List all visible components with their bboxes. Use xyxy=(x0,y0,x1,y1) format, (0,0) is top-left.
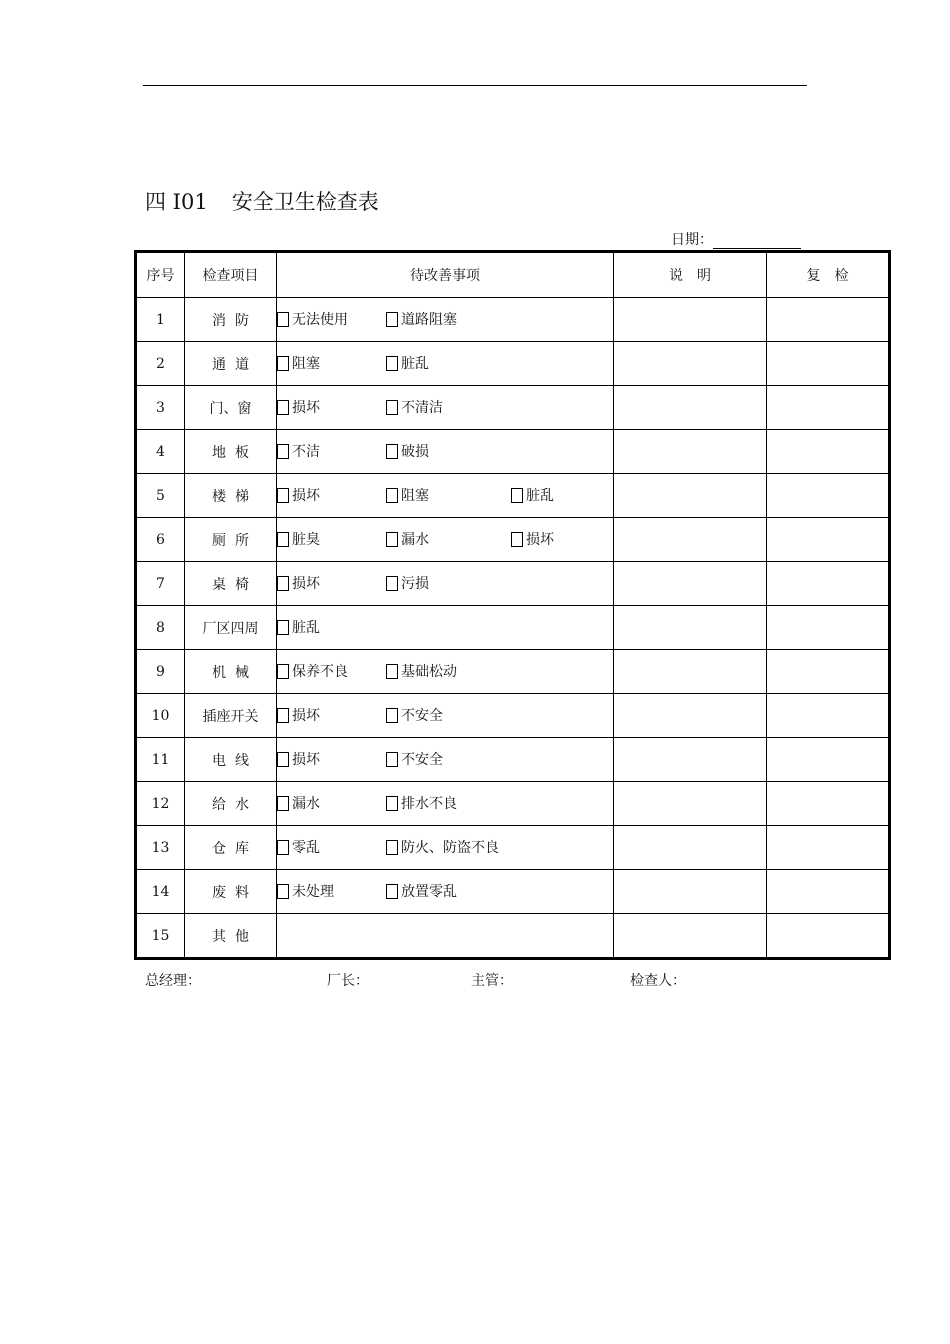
inspection-item: 通 道 xyxy=(185,342,277,386)
checkbox-icon[interactable] xyxy=(277,576,289,591)
recheck-cell[interactable] xyxy=(767,782,890,826)
table-row xyxy=(136,650,890,694)
inspection-item: 门、窗 xyxy=(185,386,277,430)
issue-checkbox-option[interactable] xyxy=(386,707,511,725)
checkbox-label: 损坏 xyxy=(292,707,320,724)
row-number: 12 xyxy=(136,782,185,826)
checkbox-label: 不安全 xyxy=(401,751,443,768)
issue-checkbox-option[interactable] xyxy=(386,883,511,901)
checkbox-icon[interactable] xyxy=(277,356,289,371)
notes-cell[interactable] xyxy=(614,342,767,386)
checkbox-icon[interactable] xyxy=(277,444,289,459)
checkbox-icon[interactable] xyxy=(386,752,398,767)
issue-checkbox-option[interactable] xyxy=(277,839,386,857)
checkbox-icon[interactable] xyxy=(511,532,523,547)
checkbox-label: 脏乱 xyxy=(292,619,320,636)
recheck-cell[interactable] xyxy=(767,342,890,386)
date-blank-line[interactable] xyxy=(713,234,801,249)
inspection-item: 废 料 xyxy=(185,870,277,914)
notes-cell[interactable] xyxy=(614,298,767,342)
table-row xyxy=(136,694,890,738)
checkbox-icon[interactable] xyxy=(277,708,289,723)
notes-cell[interactable] xyxy=(614,430,767,474)
checkbox-icon[interactable] xyxy=(386,444,398,459)
issue-checkbox-option[interactable] xyxy=(277,575,386,593)
checkbox-icon[interactable] xyxy=(277,840,289,855)
issue-checkbox-option[interactable] xyxy=(277,751,386,769)
row-number: 15 xyxy=(136,914,185,959)
checkbox-icon[interactable] xyxy=(277,532,289,547)
recheck-cell[interactable] xyxy=(767,474,890,518)
recheck-cell[interactable] xyxy=(767,298,890,342)
inspection-item: 地 板 xyxy=(185,430,277,474)
row-number: 9 xyxy=(136,650,185,694)
issue-options xyxy=(277,738,614,782)
issue-checkbox-option[interactable] xyxy=(386,531,511,549)
checkbox-label: 损坏 xyxy=(292,487,320,504)
table-row xyxy=(136,914,890,959)
issue-checkbox-option[interactable] xyxy=(386,443,511,461)
checkbox-label: 阻塞 xyxy=(401,487,429,504)
notes-cell[interactable] xyxy=(614,738,767,782)
row-number: 3 xyxy=(136,386,185,430)
recheck-cell[interactable] xyxy=(767,694,890,738)
inspection-item: 楼 梯 xyxy=(185,474,277,518)
issue-options xyxy=(277,518,614,562)
checkbox-label: 保养不良 xyxy=(292,663,348,680)
issue-options xyxy=(277,430,614,474)
checkbox-label: 未处理 xyxy=(292,883,334,900)
inspection-item: 给 水 xyxy=(185,782,277,826)
header-notes: 说 明 xyxy=(614,252,767,298)
checkbox-icon[interactable] xyxy=(386,664,398,679)
checkbox-label: 不洁 xyxy=(292,443,320,460)
checkbox-label: 不清洁 xyxy=(401,399,443,416)
issue-options xyxy=(277,914,614,959)
header-rule xyxy=(143,85,807,86)
table-row xyxy=(136,826,890,870)
inspection-item: 仓 库 xyxy=(185,826,277,870)
form-title-text: 安全卫生检查表 xyxy=(231,190,379,214)
recheck-cell[interactable] xyxy=(767,606,890,650)
issue-checkbox-option[interactable] xyxy=(386,355,511,373)
checkbox-icon[interactable] xyxy=(386,532,398,547)
row-number: 14 xyxy=(136,870,185,914)
checkbox-icon[interactable] xyxy=(277,620,289,635)
checkbox-icon[interactable] xyxy=(277,400,289,415)
notes-cell[interactable] xyxy=(614,562,767,606)
notes-cell[interactable] xyxy=(614,386,767,430)
header-issues: 待改善事项 xyxy=(277,252,614,298)
signature-general-manager: 总经理： xyxy=(145,973,201,989)
checkbox-label: 污损 xyxy=(401,575,429,592)
checkbox-label: 损坏 xyxy=(292,575,320,592)
issue-options xyxy=(277,562,614,606)
checkbox-label: 不安全 xyxy=(401,707,443,724)
issue-checkbox-option[interactable] xyxy=(277,707,386,725)
header-item: 检查项目 xyxy=(185,252,277,298)
inspection-item: 插座开关 xyxy=(185,694,277,738)
issue-checkbox-option[interactable] xyxy=(277,443,386,461)
inspection-item: 其 他 xyxy=(185,914,277,959)
issue-options xyxy=(277,694,614,738)
issue-options xyxy=(277,650,614,694)
notes-cell[interactable] xyxy=(614,650,767,694)
checkbox-label: 阻塞 xyxy=(292,355,320,372)
issue-options xyxy=(277,298,614,342)
table-row xyxy=(136,386,890,430)
issue-checkbox-option[interactable] xyxy=(386,663,511,681)
checkbox-icon[interactable] xyxy=(386,400,398,415)
inspection-item: 厕 所 xyxy=(185,518,277,562)
table-row xyxy=(136,298,890,342)
form-code: 四 I01 xyxy=(145,190,208,214)
checkbox-label: 脏乱 xyxy=(401,355,429,372)
inspection-item: 机 械 xyxy=(185,650,277,694)
checkbox-label: 损坏 xyxy=(292,751,320,768)
checkbox-label: 零乱 xyxy=(292,839,320,856)
checkbox-icon[interactable] xyxy=(386,356,398,371)
checkbox-label: 漏水 xyxy=(292,795,320,812)
form-title xyxy=(145,186,379,218)
issue-checkbox-option[interactable] xyxy=(277,355,386,373)
recheck-cell[interactable] xyxy=(767,870,890,914)
checkbox-icon[interactable] xyxy=(277,312,289,327)
checkbox-icon[interactable] xyxy=(277,752,289,767)
signature-inspector: 检查人： xyxy=(630,973,686,989)
recheck-cell[interactable] xyxy=(767,386,890,430)
issue-checkbox-option[interactable] xyxy=(277,399,386,417)
issue-checkbox-option[interactable] xyxy=(277,795,386,813)
checkbox-icon[interactable] xyxy=(386,708,398,723)
recheck-cell[interactable] xyxy=(767,914,890,959)
table-header-row xyxy=(136,252,890,298)
recheck-cell[interactable] xyxy=(767,738,890,782)
checkbox-label: 脏乱 xyxy=(526,487,554,504)
inspection-table xyxy=(134,250,891,960)
issue-options xyxy=(277,606,614,650)
checkbox-icon[interactable] xyxy=(386,576,398,591)
issue-checkbox-option[interactable] xyxy=(386,311,511,329)
signature-factory-director: 厂长： xyxy=(327,973,369,989)
checkbox-icon[interactable] xyxy=(386,488,398,503)
issue-checkbox-option[interactable] xyxy=(277,531,386,549)
issue-checkbox-option[interactable] xyxy=(386,751,511,769)
inspection-item: 消 防 xyxy=(185,298,277,342)
checkbox-label: 脏臭 xyxy=(292,531,320,548)
issue-checkbox-option[interactable] xyxy=(386,399,511,417)
issue-options xyxy=(277,782,614,826)
issue-options xyxy=(277,474,614,518)
checkbox-icon[interactable] xyxy=(386,796,398,811)
issue-checkbox-option[interactable] xyxy=(511,487,554,505)
date-label: 日期： xyxy=(671,232,713,248)
checkbox-icon[interactable] xyxy=(386,884,398,899)
checkbox-label: 道路阻塞 xyxy=(401,311,457,328)
notes-cell[interactable] xyxy=(614,914,767,959)
row-number: 1 xyxy=(136,298,185,342)
row-number: 5 xyxy=(136,474,185,518)
table-row xyxy=(136,518,890,562)
checkbox-icon[interactable] xyxy=(277,488,289,503)
checkbox-icon[interactable] xyxy=(386,840,398,855)
notes-cell[interactable] xyxy=(614,870,767,914)
checkbox-label: 排水不良 xyxy=(401,795,457,812)
recheck-cell[interactable] xyxy=(767,562,890,606)
row-number: 10 xyxy=(136,694,185,738)
checkbox-icon[interactable] xyxy=(386,312,398,327)
signature-supervisor: 主管： xyxy=(471,973,513,989)
table-row xyxy=(136,474,890,518)
inspection-item: 厂区四周 xyxy=(185,606,277,650)
issue-checkbox-option[interactable] xyxy=(277,311,386,329)
table-row xyxy=(136,606,890,650)
inspection-item: 桌 椅 xyxy=(185,562,277,606)
row-number: 2 xyxy=(136,342,185,386)
issue-checkbox-option[interactable] xyxy=(277,619,386,637)
header-no: 序号 xyxy=(136,252,185,298)
issue-checkbox-option[interactable] xyxy=(386,839,511,857)
issue-checkbox-option[interactable] xyxy=(511,531,554,549)
checkbox-label: 损坏 xyxy=(292,399,320,416)
table-row xyxy=(136,870,890,914)
notes-cell[interactable] xyxy=(614,694,767,738)
issue-options xyxy=(277,342,614,386)
recheck-cell[interactable] xyxy=(767,826,890,870)
checkbox-icon[interactable] xyxy=(277,884,289,899)
date-field[interactable] xyxy=(671,229,801,249)
row-number: 11 xyxy=(136,738,185,782)
issue-options xyxy=(277,826,614,870)
row-number: 7 xyxy=(136,562,185,606)
issue-options xyxy=(277,386,614,430)
checkbox-label: 漏水 xyxy=(401,531,429,548)
row-number: 4 xyxy=(136,430,185,474)
table-row xyxy=(136,562,890,606)
recheck-cell[interactable] xyxy=(767,518,890,562)
checkbox-label: 防火、防盗不良 xyxy=(401,839,499,856)
checkbox-label: 损坏 xyxy=(526,531,554,548)
checkbox-label: 无法使用 xyxy=(292,311,348,328)
checkbox-icon[interactable] xyxy=(277,796,289,811)
issue-checkbox-option[interactable] xyxy=(277,883,386,901)
row-number: 8 xyxy=(136,606,185,650)
table-row xyxy=(136,782,890,826)
checkbox-icon[interactable] xyxy=(511,488,523,503)
notes-cell[interactable] xyxy=(614,474,767,518)
checkbox-label: 放置零乱 xyxy=(401,883,457,900)
issue-checkbox-option[interactable] xyxy=(386,487,511,505)
notes-cell[interactable] xyxy=(614,606,767,650)
checkbox-icon[interactable] xyxy=(277,664,289,679)
row-number: 13 xyxy=(136,826,185,870)
checkbox-label: 基础松动 xyxy=(401,663,457,680)
issue-checkbox-option[interactable] xyxy=(386,795,511,813)
recheck-cell[interactable] xyxy=(767,430,890,474)
table-row xyxy=(136,430,890,474)
issue-checkbox-option[interactable] xyxy=(277,487,386,505)
issue-options xyxy=(277,870,614,914)
row-number: 6 xyxy=(136,518,185,562)
issue-checkbox-option[interactable] xyxy=(386,575,511,593)
checkbox-label: 破损 xyxy=(401,443,429,460)
header-recheck: 复 检 xyxy=(767,252,890,298)
notes-cell[interactable] xyxy=(614,518,767,562)
notes-cell[interactable] xyxy=(614,782,767,826)
notes-cell[interactable] xyxy=(614,826,767,870)
table-row xyxy=(136,342,890,386)
recheck-cell[interactable] xyxy=(767,650,890,694)
table-row xyxy=(136,738,890,782)
inspection-item: 电 线 xyxy=(185,738,277,782)
issue-checkbox-option[interactable] xyxy=(277,663,386,681)
